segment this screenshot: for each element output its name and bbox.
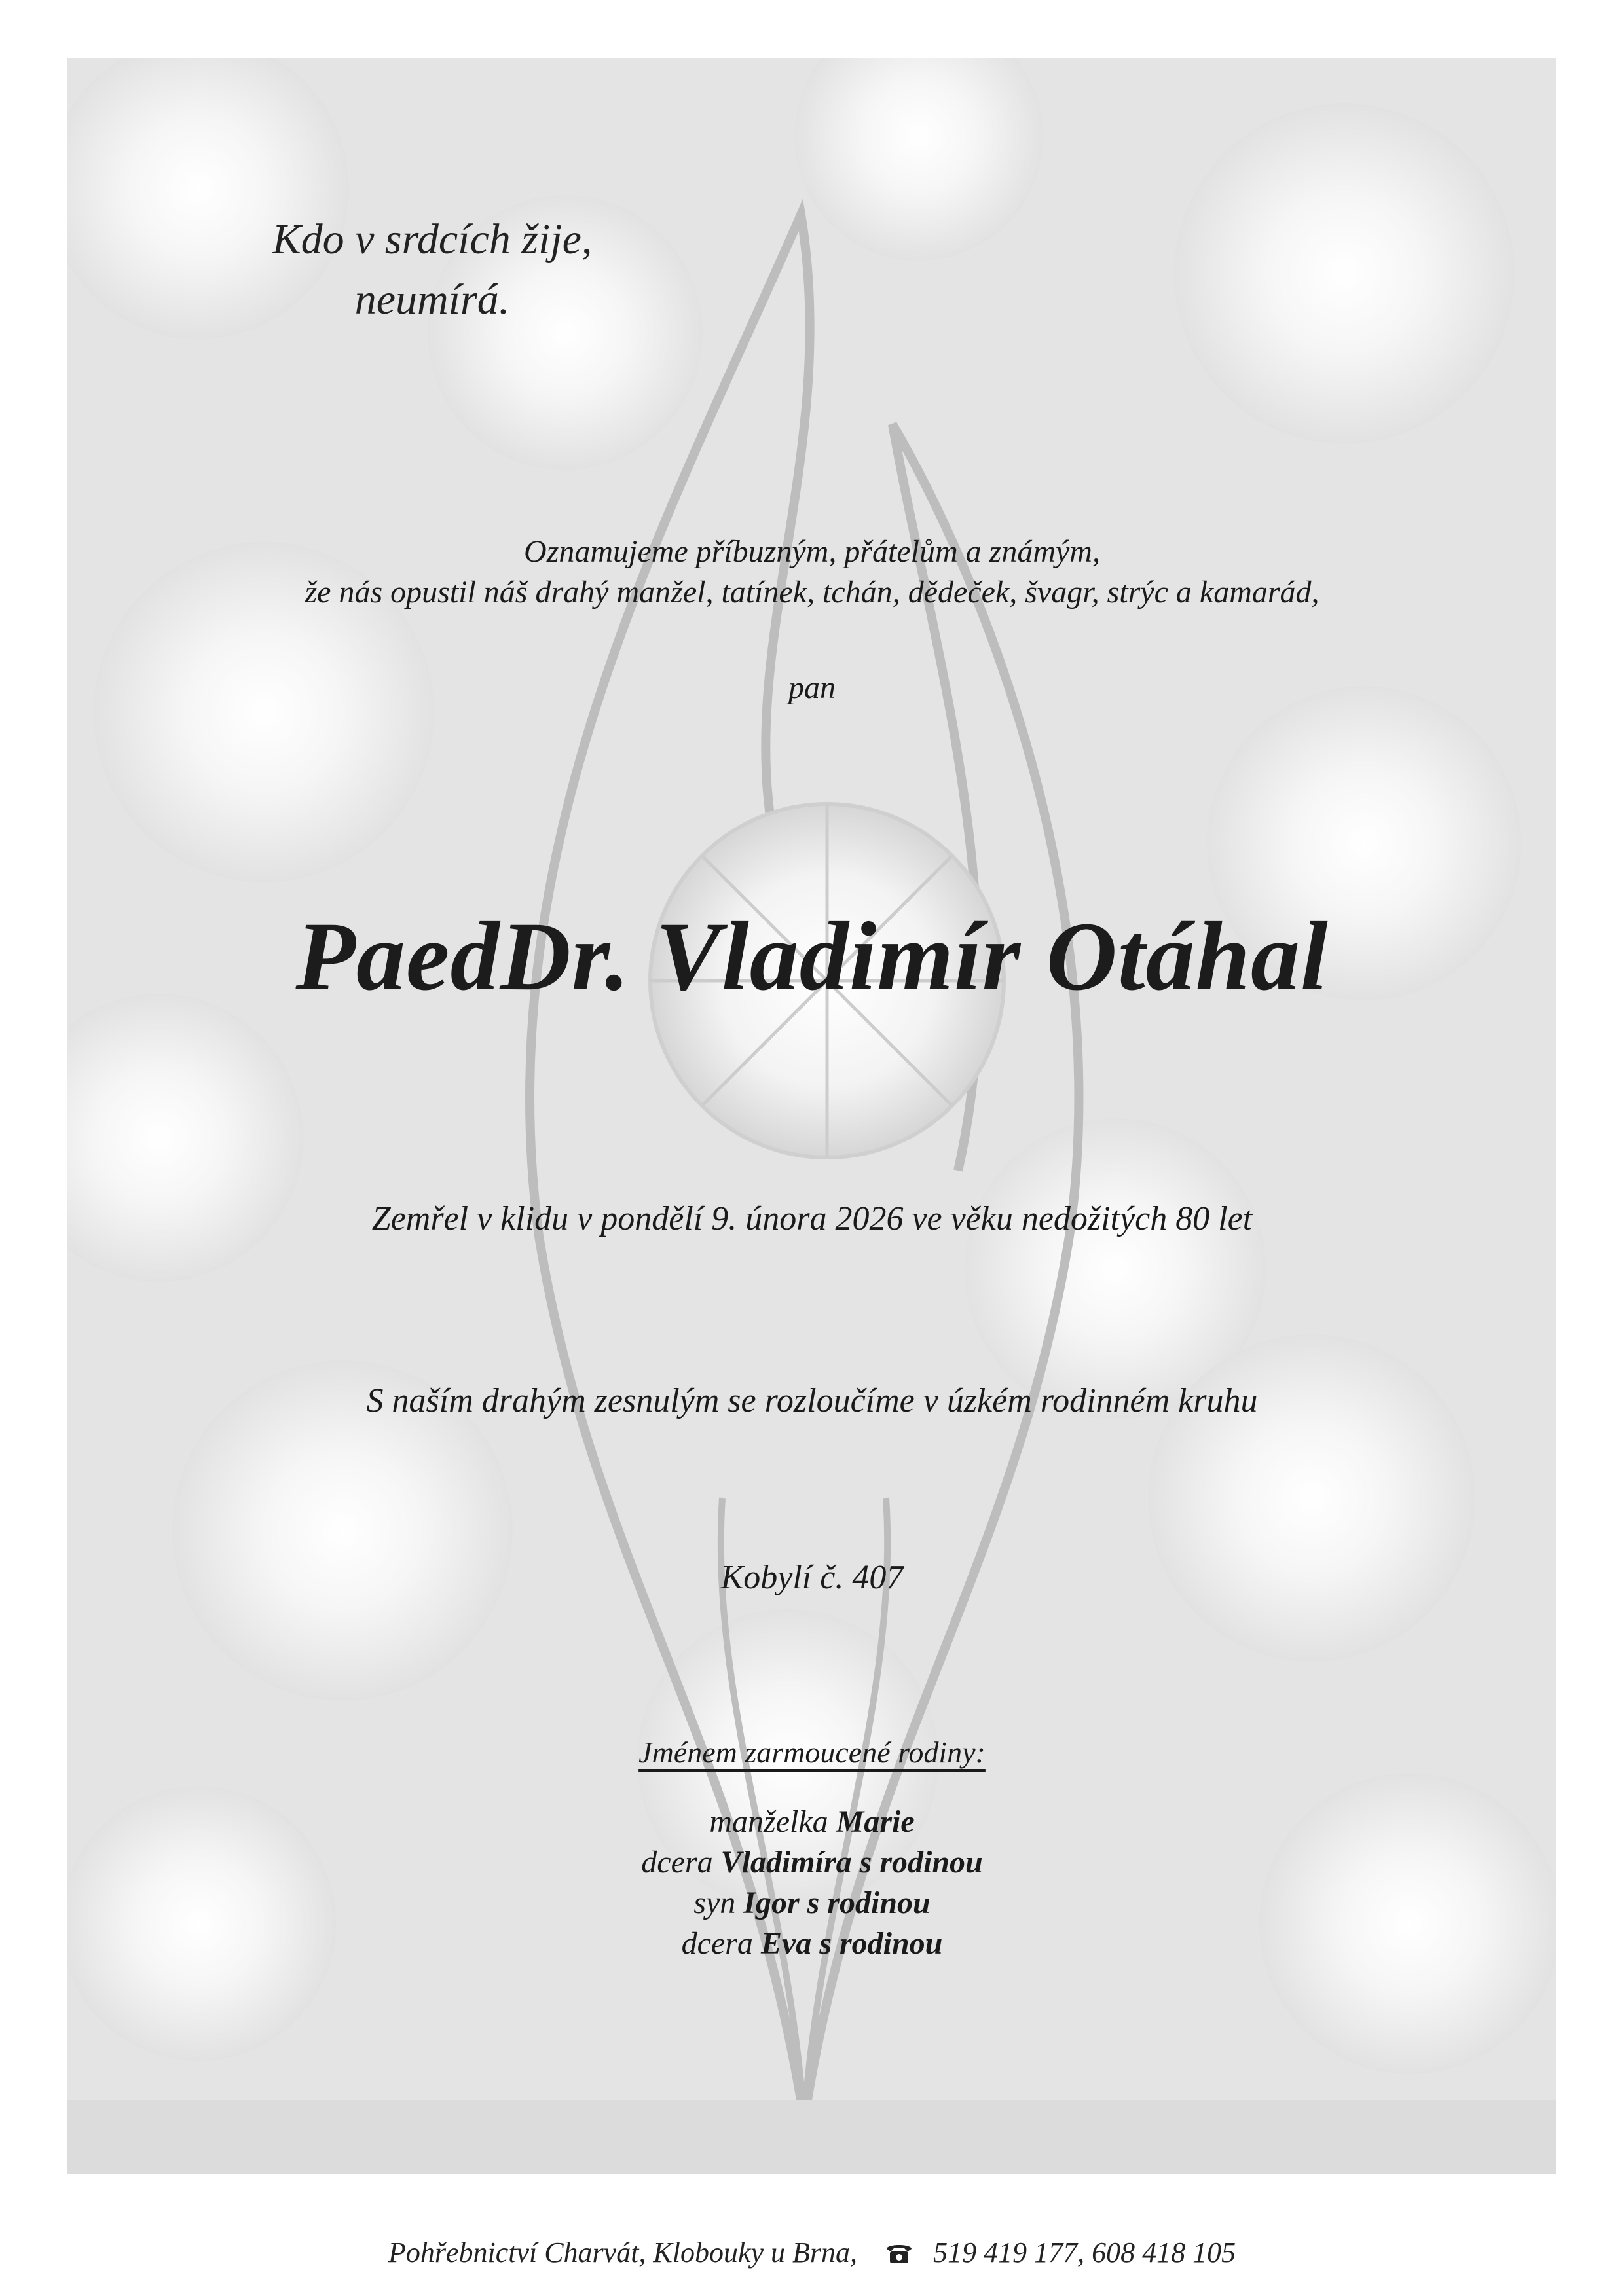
farewell-notice: S naším drahým zesnulým se rozloučíme v úzkém rodinném kruhu bbox=[366, 1382, 1258, 1419]
announcement-line-1: Oznamujeme příbuzným, přátelům a známým, bbox=[524, 534, 1100, 569]
telephone-icon bbox=[884, 2240, 914, 2273]
deceased-name: PaedDr. Vladimír Otáhal bbox=[295, 902, 1329, 1011]
footer bbox=[0, 2236, 1624, 2273]
family-member: dcera Vladimíra s rodinou bbox=[641, 1845, 983, 1880]
phone-numbers: 519 419 177, 608 418 105 bbox=[933, 2236, 1236, 2269]
family-member: manželka Marie bbox=[709, 1804, 915, 1839]
motto bbox=[196, 210, 668, 330]
announcement-line-2: že nás opustil náš drahý manžel, tatínek, tchán, dědeček, švagr, strýc a kamarád, bbox=[304, 575, 1320, 610]
motto-line-1: Kdo v srdcích žije, bbox=[272, 215, 593, 263]
family-member: syn Igor s rodinou bbox=[693, 1886, 931, 1920]
funeral-service: Pohřebnictví Charvát, Klobouky u Brna, bbox=[388, 2236, 858, 2269]
motto-line-2: neumírá. bbox=[354, 276, 510, 323]
family-header: Jménem zarmoucené rodiny: bbox=[638, 1736, 986, 1769]
death-notice: Zemřel v klidu v pondělí 9. února 2026 ve věku nedožitých 80 let bbox=[371, 1200, 1253, 1237]
address: Kobylí č. 407 bbox=[720, 1559, 904, 1596]
salutation: pan bbox=[788, 670, 836, 705]
family-member: dcera Eva s rodinou bbox=[681, 1926, 943, 1961]
